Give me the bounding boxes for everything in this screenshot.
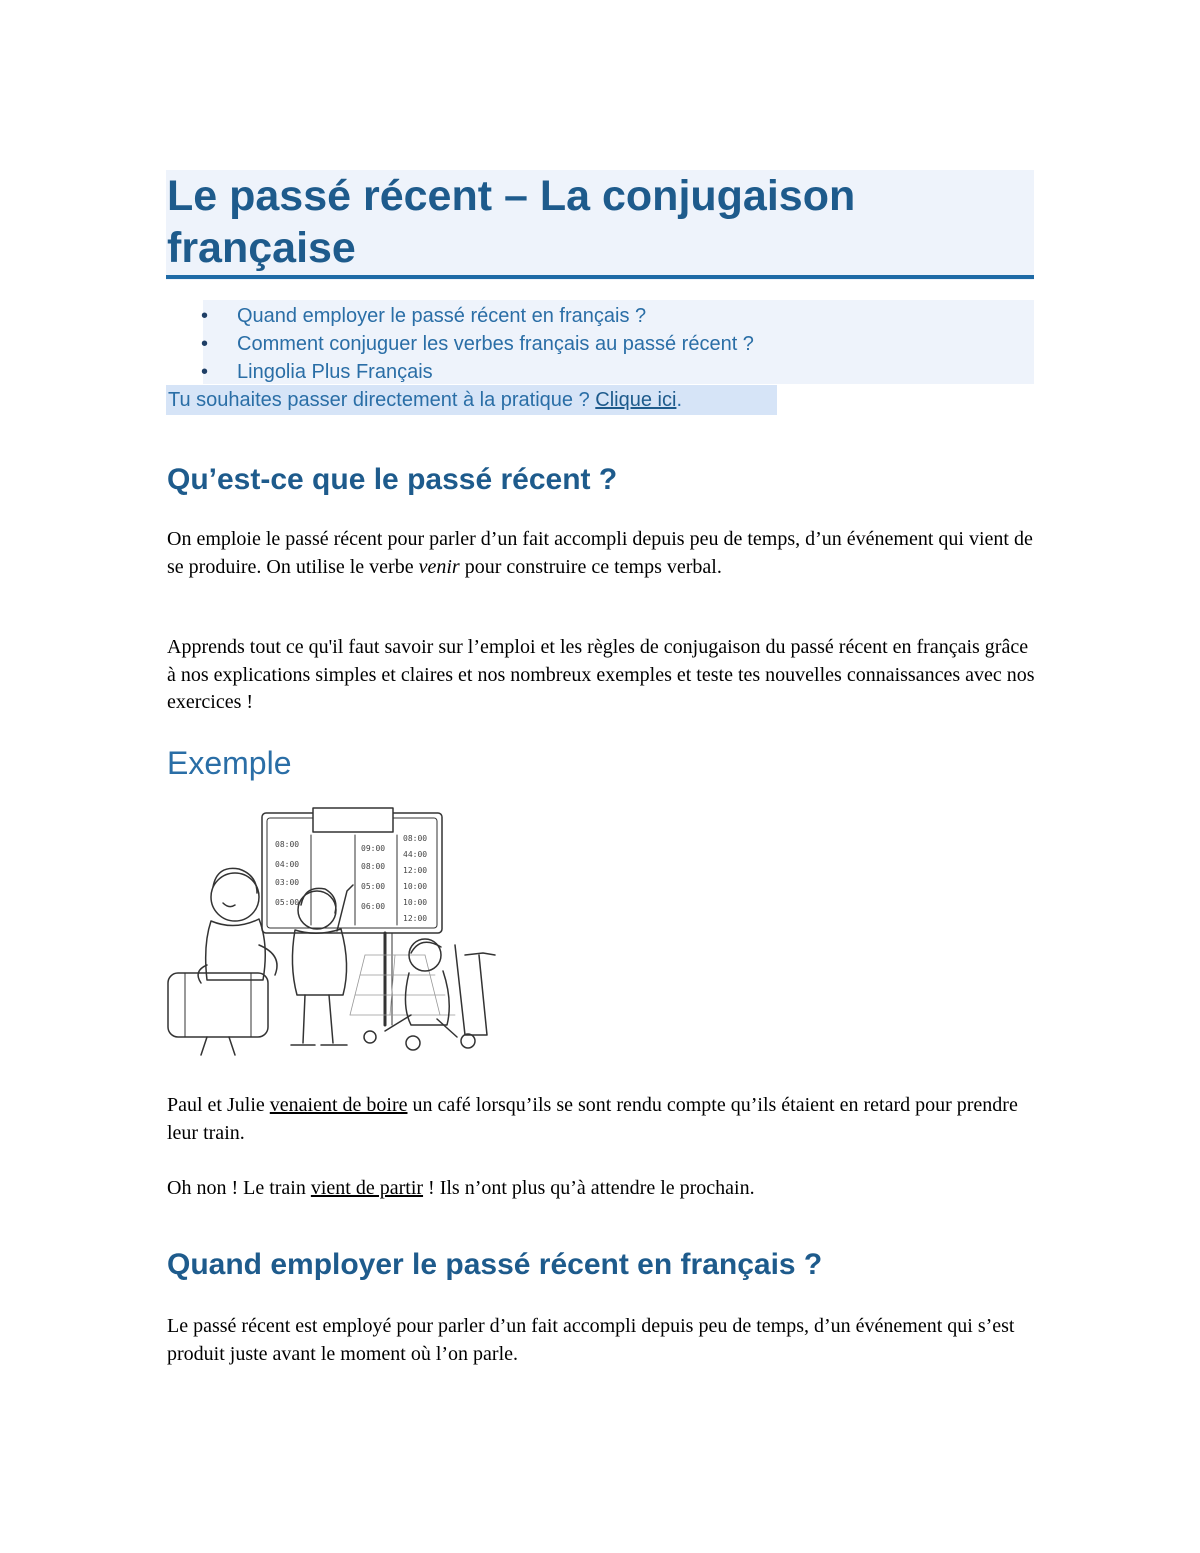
board-time: 10:00	[403, 882, 428, 891]
board-time: 06:00	[361, 902, 386, 911]
board-time: 08:00	[403, 834, 428, 843]
practice-link[interactable]: Clique ici	[595, 389, 677, 411]
bullet-icon: •	[201, 333, 209, 355]
bullet-icon: •	[201, 361, 209, 383]
toc-item	[200, 330, 754, 358]
train-station-illustration	[165, 805, 510, 1060]
example-text: Oh non ! Le train	[167, 1177, 311, 1199]
intro-paragraph: Apprends tout ce qu'il faut savoir sur l’emploi et les règles de conjugaison du passé récent en français grâce à nos explications simples et claires et nos nombreux exemples et teste tes nouvelles connaissances avec nos exercices !	[167, 636, 1035, 713]
example-heading: Exemple	[167, 745, 292, 781]
board-time: 09:00	[361, 844, 386, 853]
table-of-contents	[200, 302, 754, 386]
definition-paragraph	[167, 526, 1037, 581]
practice-callout-end: .	[676, 389, 682, 411]
board-time: 08:00	[275, 840, 300, 849]
example-text: un café lorsqu’ils se sont rendu compte qu’ils étaient en retard pour prendre leur train.	[167, 1094, 1018, 1144]
section-heading-usage: Quand employer le passé récent en français ?	[167, 1248, 823, 1281]
definition-text-a: On emploie le passé récent pour parler d’un fait accompli depuis peu de temps, d’un événement qui vient de se produire. On utilise le verbe	[167, 528, 1033, 578]
practice-callout-text: Tu souhaites passer directement à la pratique ?	[168, 389, 596, 411]
toc-link-conjugation[interactable]: Comment conjuguer les verbes français au passé récent ?	[237, 333, 754, 355]
title-underline	[166, 275, 1034, 279]
board-time: 08:00	[361, 862, 386, 871]
example-text: ! Ils n’ont plus qu’à attendre le prochain.	[423, 1177, 755, 1199]
example-sentence-2	[167, 1175, 1037, 1203]
example-highlight: vient de partir	[310, 1177, 424, 1199]
board-time: 12:00	[403, 914, 428, 923]
practice-callout	[166, 385, 777, 415]
example-text: Paul et Julie	[167, 1094, 270, 1116]
toc-link-lingolia-plus[interactable]: Lingolia Plus Français	[237, 361, 433, 383]
example-sentence-1	[167, 1092, 1037, 1147]
page-title: Le passé récent – La conjugaison française	[167, 172, 856, 272]
toc-item	[200, 302, 754, 330]
board-time: 12:00	[403, 866, 428, 875]
toc-item	[200, 358, 754, 386]
section-heading-definition: Qu’est-ce que le passé récent ?	[167, 463, 618, 496]
example-highlight: venaient de boire	[269, 1094, 408, 1116]
definition-emphasis: venir	[418, 555, 460, 578]
board-time: 04:00	[275, 860, 300, 869]
bullet-icon: •	[201, 305, 209, 327]
board-time: 05:00	[275, 898, 300, 907]
definition-text-b: pour construire ce temps verbal.	[459, 555, 722, 578]
board-time: 05:00	[361, 882, 386, 891]
board-time: 03:00	[275, 878, 300, 887]
board-time: 10:00	[403, 898, 428, 907]
toc-link-usage[interactable]: Quand employer le passé récent en français ?	[237, 305, 647, 327]
usage-paragraph: Le passé récent est employé pour parler d’un fait accompli depuis peu de temps, d’un événement qui s’est produit juste avant le moment où l’on parle.	[167, 1315, 1015, 1365]
board-time: 44:00	[403, 850, 428, 859]
